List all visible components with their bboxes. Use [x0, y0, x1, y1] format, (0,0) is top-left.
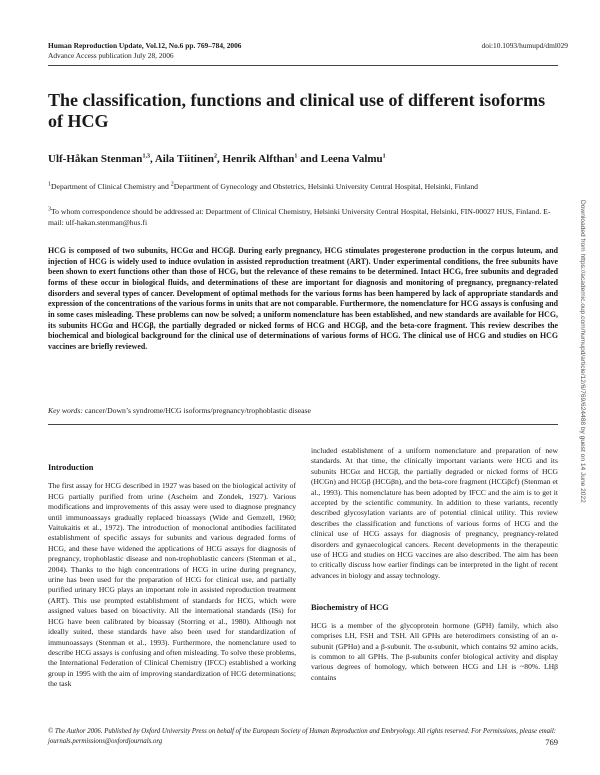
running-header: [48, 41, 568, 61]
biochemistry-paragraph: HCG is a member of the glycoprotein hormone (GPH) family, which also comprises LH, FSH and TSH. All GPHs are heterodimers consisting of an α-subunit (GPHα) and a β-subunit. The α-subunit, which contains 92 amino acids, is common to all GPHs. The β-subunits confer biological activity and display various degrees of homology, which between HCG and LH is ~80%. LHβ contains: [311, 620, 558, 682]
keywords-text: cancer/Down’s syndrome/HCG isoforms/pregnancy/trophoblastic disease: [82, 406, 311, 415]
abstract: HCG is composed of two subunits, HCGα and HCGβ. During early pregnancy, HCG stimulates progesterone production in the corpus luteum, and injection of HCG is widely used to induce ovulation in assisted reproduction treatment (ART). Under experimental conditions, the free subunits have been shown to exert functions other than those of HCG, but the relevance of these remains to be determined. Intact HCG, free subunits and degraded forms of these occur in biological fluids, and determinations of these are important for diagnosis and monitoring of pregnancy, pregnancy-related disorders and several types of cancer. Development of optimal methods for the various forms has been hampered by lack of appropriate standards and expression of the concentrations of the various forms in units that are not comparable. Furthermore, the nomenclature for HCG assays is confusing and in some cases misleading. These problems can now be solved; a uniform nomenclature has been established, and new standards are available for HCG, its subunits HCGα and HCGβ, the partially degraded or nicked forms of HCG and HCGβ, and the beta-core fragment. This review describes the biochemical and biological background for the clinical use of determinations of various forms of HCG. The clinical use of HCG and studies on HCG vaccines are briefly reviewed.: [48, 246, 558, 351]
keywords-rule: [48, 424, 558, 425]
correspondence-mark: 3: [48, 206, 51, 213]
author-name: Aila Tiitinen: [154, 153, 215, 165]
author-name: Leena Valmu: [320, 153, 383, 165]
affiliation-mark: 1: [48, 181, 51, 188]
correspondence: [48, 206, 553, 228]
author-list: Ulf-Håkan Stenman$^{1,3}$, Aila Tiitinen$^2$, Henrik Alfthan$^1$ and Leena Valmu$^1$: [48, 153, 386, 165]
header-rule: [48, 65, 558, 66]
left-column: [48, 463, 296, 690]
author-affiliation-mark: 2: [214, 153, 218, 160]
author-affiliation-mark: 1: [294, 153, 298, 160]
download-watermark: [576, 200, 586, 650]
affiliation-text: Department of Gynecology and Obstetrics, Helsinki University Central Hospital, Helsinki, Finland: [173, 182, 479, 191]
affiliation-text: Department of Clinical Chemistry and: [51, 182, 171, 191]
author-affiliation-mark: 1,3: [142, 153, 150, 160]
right-column: [311, 446, 558, 683]
article-title: The classification, functions and clinical use of different isoforms of HCG: [48, 90, 546, 131]
correspondence-text: To whom correspondence should be addressed at: Department of Clinical Chemistry, Helsinki University Central Hospital, Helsinki, FIN-00027 HUS, Finland. E-mail: ulf-hakan.stenman@hus.fi: [48, 207, 551, 227]
keywords-label: Key words:: [48, 406, 83, 415]
author-name: Henrik Alfthan: [222, 153, 295, 165]
download-watermark-text: Downloaded from https://academic.oup.com/humupd/article/12/6/769/624488 by guest on 14 June 2022: [579, 200, 586, 503]
keywords: [48, 406, 558, 415]
author-conjunction: and: [300, 153, 318, 165]
journal-citation: Human Reproduction Update, Vol.12, No.6 pp. 769–784, 2006: [48, 41, 242, 50]
introduction-paragraph: The first assay for HCG described in 1927 was based on the biological activity of HCG partially purified from urine (Ascheim and Zondek, 1927). Various modifications and improvements of this assay were used to diagnose pregnancy until immunoassays gradually replaced bioassays (Wide and Gemzell, 1960; Vaitukaitis et al., 1972). The introduction of monoclonal antibodies facilitated establishment of specific assays for subunits and various degraded forms of HCG, and these have widened the applications of HCG assays for diagnosis of pregnancy, trophoblastic disease and non-trophoblastic cancers (Stenman et al., 2004). Thanks to the high concentrations of HCG in urine during pregnancy, urine has been used for the preparation of HCG for clinical use, and partially purified urinary HCG plays an important role in assisted reproduction treatment (ART). This use prompted establishment of standards for HCG, which were assigned values based on bioactivity. All the international standards (ISs) for HCG have been calibrated by bioassay (Storring et al., 1980). Although not ideally suited, these standards have also been used for standardization of immunoassays (Stenman et al., 1993). Furthermore, the nomenclature used to describe HCG assays is confusing and often misleading. To solve these problems, the International Federation of Clinical Chemistry (IFCC) established a working group in 1995 with the aim of improving standardization of HCG determinations; the task: [48, 481, 296, 689]
introduction-continued-paragraph: included establishment of a uniform nomenclature and preparation of new standards. At that time, the clinically important variants were HCG and its subunits HCGα and HCGβ, the partially degraded or nicked forms of HCG (HCGn) and HCGβ (HCGβn), and the beta-core fragment (HCGβcf) (Stenman et al., 1993). This nomenclature has been adopted by IFCC and the aim is to get it accepted by the scientific community. In addition to these variants, recently described glycosylation variants are of potential clinical utility. This review describes the classification and functions of various forms of HCG and the clinical use of HCG assays for diagnosis of pregnancy, pregnancy-related disorders and gynaecological cancers. Recent developments in the therapeutic use of HCG and studies on HCG vaccines are also described. The aim has been to critically discuss how earlier findings can be interpreted in the light of recent advances in biology and assay technology.: [311, 446, 558, 580]
page-number: 769: [545, 737, 558, 747]
affiliations: [48, 182, 568, 192]
section-heading-biochemistry: Biochemistry of HCG: [311, 603, 389, 613]
advance-access-line: Advance Access publication July 28, 2006: [48, 51, 174, 60]
author-name: Ulf-Håkan Stenman: [48, 153, 143, 165]
section-heading-introduction: Introduction: [48, 463, 94, 472]
affiliation-mark: 2: [170, 181, 174, 188]
author-affiliation-mark: 1: [382, 153, 386, 160]
copyright-notice: © The Author 2006. Published by Oxford University Press on behalf of the European Society of Human Reproduction and Embryology. All rights reserved. For Permissions, please email: journals.permissions@oxfordjournals.org: [48, 728, 557, 745]
doi[interactable]: doi:10.1093/humupd/dml029: [481, 41, 568, 50]
